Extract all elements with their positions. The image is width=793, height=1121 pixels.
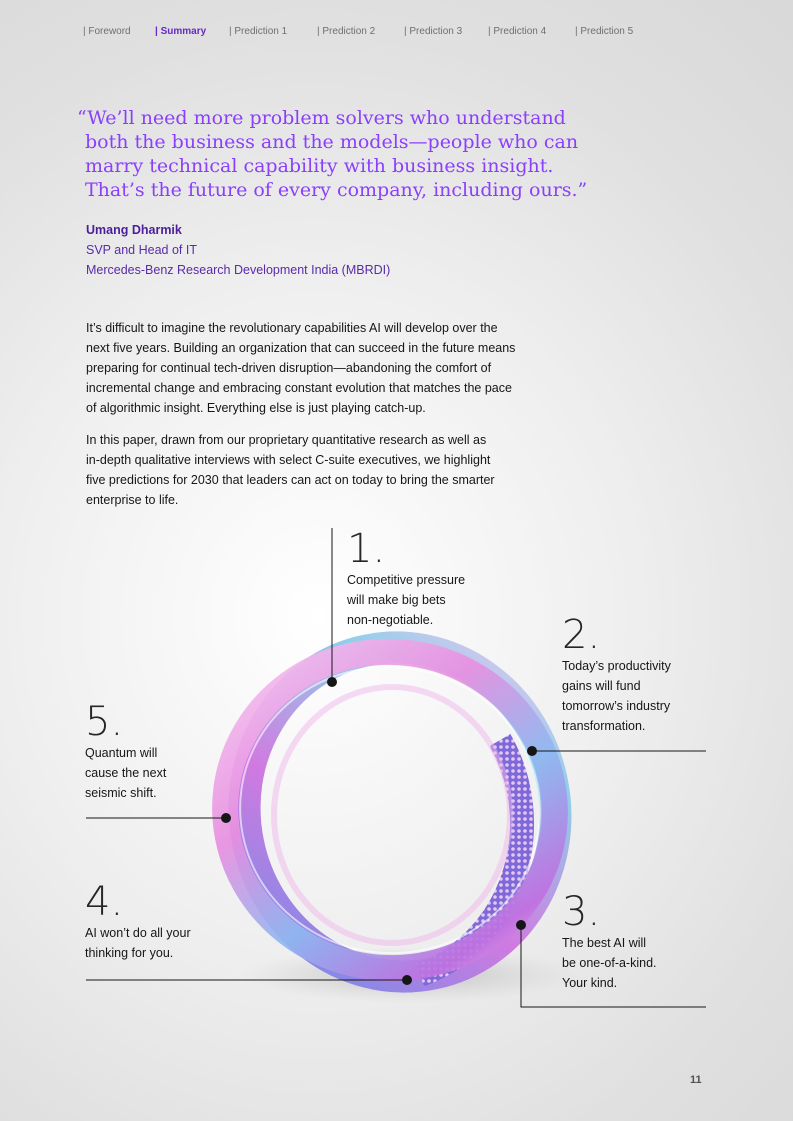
- connector-dot-4: [403, 976, 412, 985]
- body-p2-line: In this paper, drawn from our proprietary quantitative research as well as: [86, 433, 487, 447]
- body-p1-line: next five years. Building an organization that can succeed in the future means: [86, 341, 516, 355]
- quote-line-2: both the business and the models—people who can: [85, 131, 579, 153]
- connector-dot-1: [328, 678, 337, 687]
- prediction-text: AI won’t do all your thinking for you.: [85, 926, 191, 960]
- prediction-number: 2.: [562, 612, 601, 658]
- page-number: 11: [690, 1074, 702, 1086]
- prediction-1: [347, 528, 465, 630]
- prediction-number: 1.: [347, 526, 386, 572]
- prediction-text: Today’s productivity gains will fund tomorrow’s industry transformation.: [562, 659, 671, 733]
- quote-line-4: That’s the future of every company, including ours.”: [85, 179, 588, 201]
- prediction-3: [562, 891, 657, 993]
- attribution-name: Umang Dharmik: [86, 223, 182, 237]
- body-p1-line: It’s difficult to imagine the revolutionary capabilities AI will develop over the: [86, 321, 498, 335]
- nav-prediction-1[interactable]: | Prediction 1: [229, 26, 288, 37]
- prediction-2: [562, 614, 671, 736]
- nav-prediction-5[interactable]: | Prediction 5: [575, 26, 634, 37]
- connector-dot-5: [222, 814, 231, 823]
- nav-prediction-2[interactable]: | Prediction 2: [317, 26, 376, 37]
- attribution-org: Mercedes-Benz Research Development India (MBRDI): [86, 263, 391, 277]
- prediction-5: [85, 701, 166, 803]
- prediction-text: Competitive pressure will make big bets non-negotiable.: [347, 573, 466, 627]
- body-p1-line: incremental change and embracing constant evolution that matches the pace: [86, 381, 512, 395]
- prediction-text: The best AI will be one-of-a-kind. Your kind.: [562, 936, 657, 990]
- body-p2-line: five predictions for 2030 that leaders can act on today to bring the smarter: [86, 473, 495, 487]
- nav-summary[interactable]: | Summary: [155, 26, 207, 37]
- nav-prediction-4[interactable]: | Prediction 4: [488, 26, 547, 37]
- body-p1-line: preparing for continual tech-driven disruption—abandoning the comfort of: [86, 361, 492, 375]
- connector-dot-3: [517, 921, 526, 930]
- prediction-4: [85, 881, 191, 963]
- attribution-title: SVP and Head of IT: [86, 243, 197, 257]
- body-p2-line: in-depth qualitative interviews with select C-suite executives, we highlight: [86, 453, 491, 467]
- quote-line-1: “We’ll need more problem solvers who understand: [77, 107, 566, 129]
- prediction-number: 4.: [85, 879, 124, 925]
- nav-foreword[interactable]: | Foreword: [83, 26, 131, 37]
- body-p1-line: of algorithmic insight. Everything else is just playing catch-up.: [86, 401, 426, 415]
- ring-inner-edge: [274, 687, 510, 943]
- connector-dot-2: [528, 747, 537, 756]
- prediction-number: 3.: [562, 889, 601, 935]
- prediction-text: Quantum will cause the next seismic shift.: [85, 746, 167, 800]
- quote-line-3: marry technical capability with business insight.: [85, 155, 554, 177]
- body-p2-line: enterprise to life.: [86, 493, 179, 507]
- prediction-number: 5.: [85, 699, 124, 745]
- nav-prediction-3[interactable]: | Prediction 3: [404, 26, 463, 37]
